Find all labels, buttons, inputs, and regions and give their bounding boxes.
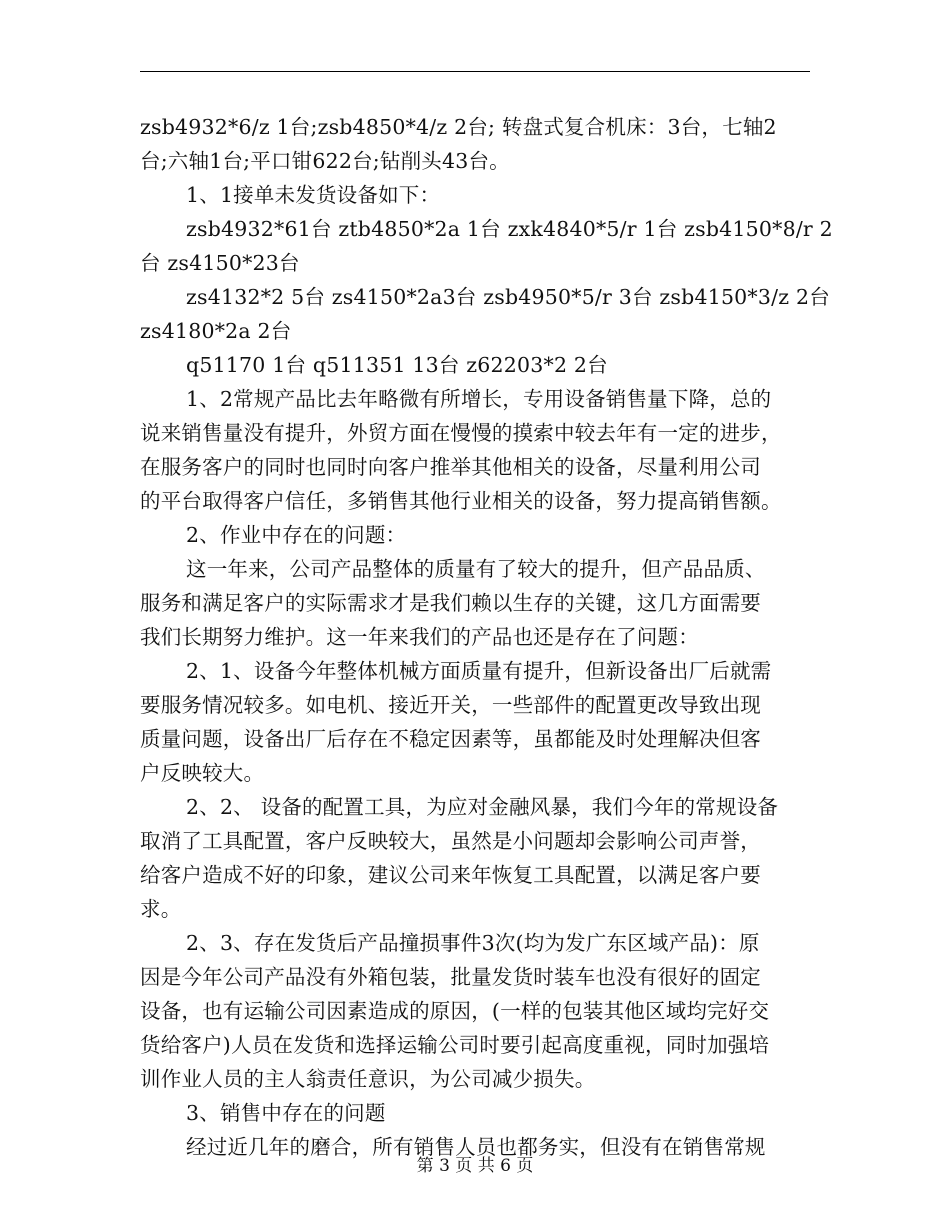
text-line: 这一年来，公司产品整体的质量有了较大的提升，但产品品质、 — [186, 557, 766, 581]
text-line: 台 zs4150*23台 — [140, 251, 300, 275]
text-line: 取消了工具配置，客户反映较大，虽然是小问题却会影响公司声誉， — [140, 829, 761, 853]
text-line: 户反映较大。 — [140, 761, 265, 785]
text-line: zsb4932*61台 ztb4850*2a 1台 zxk4840*5/r 1台 zsb4150*8/r 2 — [186, 217, 833, 241]
text-line: 2、3、存在发货后产品撞损事件3次(均为发广东区域产品)：原 — [186, 931, 760, 955]
text-line: 1、1接单未发货设备如下： — [186, 183, 441, 207]
text-line: zs4180*2a 2台 — [140, 319, 292, 343]
text-line: 货给客户)人员在发货和选择运输公司时要引起高度重视，同时加强培 — [140, 1033, 770, 1057]
text-line: 2、1、设备今年整体机械方面质量有提升，但新设备出厂后就需 — [186, 659, 772, 683]
text-line: zsb4932*6/z 1台;zsb4850*4/z 2台; 转盘式复合机床：3台，七轴2 — [140, 115, 777, 139]
text-line: 说来销售量没有提升，外贸方面在慢慢的摸索中较去年有一定的进步， — [140, 421, 782, 445]
text-line: 服务和满足客户的实际需求才是我们赖以生存的关键，这几方面需要 — [140, 591, 761, 615]
text-line: 的平台取得客户信任，多销售其他行业相关的设备，努力提高销售额。 — [140, 489, 782, 513]
text-line: 设备，也有运输公司因素造成的原因，(一样的包装其他区域均完好交 — [140, 999, 770, 1023]
header-rule — [140, 71, 810, 72]
text-line: 训作业人员的主人翁责任意识，为公司减少损失。 — [140, 1067, 596, 1091]
text-line: 求。 — [140, 897, 182, 921]
text-line: 经过近几年的磨合，所有销售人员也都务实，但没有在销售常规 — [186, 1135, 766, 1159]
text-line: 1、2常规产品比去年略微有所增长，专用设备销售量下降，总的 — [186, 387, 772, 411]
text-line: q51170 1台 q511351 13台 z62203*2 2台 — [186, 353, 608, 377]
text-line: 3、销售中存在的问题 — [186, 1101, 386, 1125]
text-line: 在服务客户的同时也同时向客户推举其他相关的设备，尽量利用公司 — [140, 455, 761, 479]
text-line: 要服务情况较多。如电机、接近开关，一些部件的配置更改导致出现 — [140, 693, 761, 717]
text-line: 2、2、 设备的配置工具，为应对金融风暴，我们今年的常规设备 — [186, 795, 779, 819]
text-line: 给客户造成不好的印象，建议公司来年恢复工具配置，以满足客户要 — [140, 863, 761, 887]
text-line: 因是今年公司产品没有外箱包装，批量发货时装车也没有很好的固定 — [140, 965, 761, 989]
text-line: zs4132*2 5台 zs4150*2a3台 zsb4950*5/r 3台 zsb4150*3/z 2台 — [186, 285, 830, 309]
text-line: 我们长期努力维护。这一年来我们的产品也还是存在了问题： — [140, 625, 699, 649]
text-line: 2、作业中存在的问题： — [186, 523, 407, 547]
text-line: 台;六轴1台;平口钳622台;钻削头43台。 — [140, 149, 510, 173]
text-line: 质量问题，设备出厂后存在不稳定因素等，虽都能及时处理解决但客 — [140, 727, 761, 751]
page-footer: 第 3 页 共 6 页 — [416, 1156, 534, 1176]
